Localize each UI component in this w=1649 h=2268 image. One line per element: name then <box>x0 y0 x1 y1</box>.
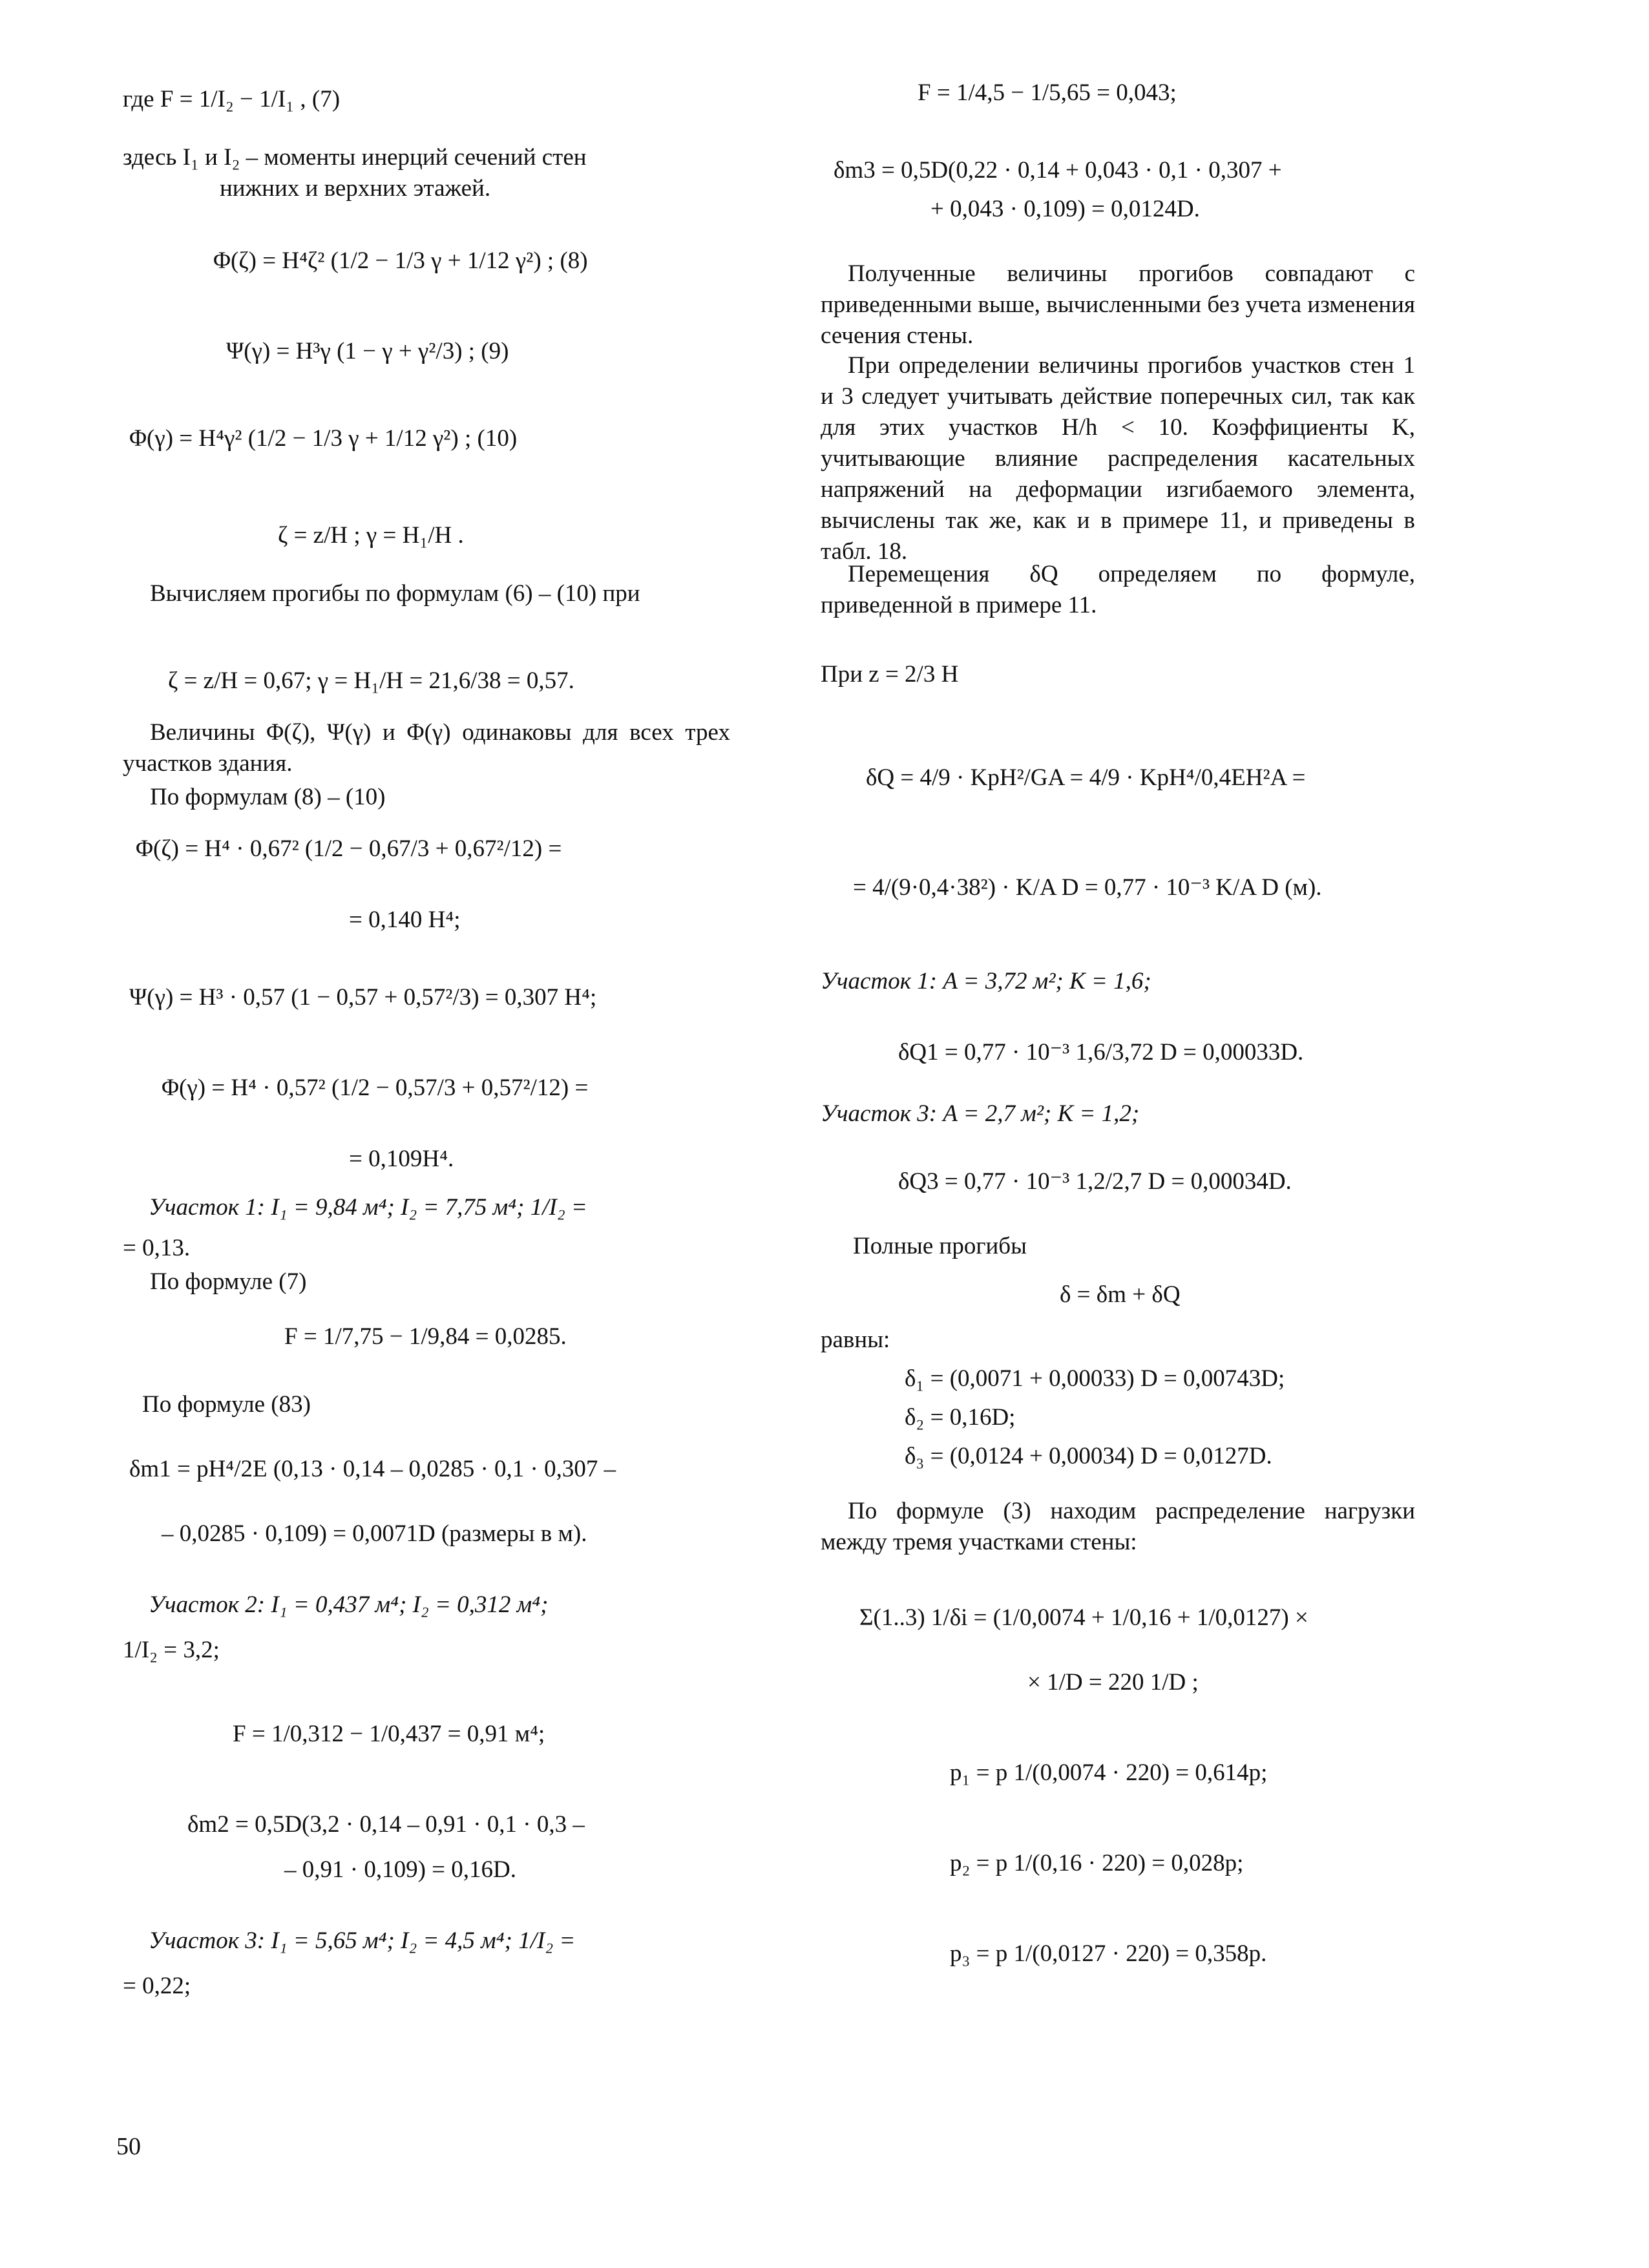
formula-dQ-cont: = 4/(9·0,4·38²) · K/A D = 0,77 · 10⁻³ K/A D (м). <box>853 874 1322 901</box>
formula-p2: p₂ = p 1/(0,16 · 220) = 0,028p; <box>950 1850 1244 1876</box>
formula-sum: Σ(1..3) 1/δi = (1/0,0074 + 1/0,16 + 1/0,0127) × <box>859 1604 1308 1631</box>
section-3-data: Участок 3: I₁ = 5,65 м⁴; I₂ = 4,5 м⁴; 1/I₂ = <box>149 1927 576 1954</box>
formula-d3: δ₃ = (0,0124 + 0,00034) D = 0,0127D. <box>905 1443 1272 1469</box>
formula-dm1-cont: – 0,0285 · 0,109) = 0,0071D (размеры в м). <box>162 1520 587 1547</box>
formula-p3: p₃ = p 1/(0,0127 · 220) = 0,358p. <box>950 1940 1267 1967</box>
formula-sum-cont: × 1/D = 220 1/D ; <box>1027 1669 1199 1696</box>
formula-7: где F = 1/I₂ − 1/I₁ , (7) <box>123 86 341 112</box>
section-2-data: Участок 2: I₁ = 0,437 м⁴; I₂ = 0,312 м⁴; <box>149 1591 549 1618</box>
text-line: нижних и верхних этажей. <box>220 175 491 202</box>
text-line: По формуле (7) <box>150 1268 307 1295</box>
formula-dQ3: δQ3 = 0,77 · 10⁻³ 1,2/2,7 D = 0,00034D. <box>898 1168 1292 1195</box>
formula-total: δ = δm + δQ <box>1060 1281 1181 1308</box>
formula-dQ1: δQ1 = 0,77 · 10⁻³ 1,6/3,72 D = 0,00033D. <box>898 1039 1304 1066</box>
formula-8: Φ(ζ) = H⁴ζ² (1/2 − 1/3 γ + 1/12 γ²) ; (8) <box>213 247 588 274</box>
paragraph: По формуле (3) находим распределение нагрузки между тремя участками стены: <box>821 1498 1415 1555</box>
text-line: = 0,22; <box>123 1973 191 1999</box>
paragraph: Вычисляем прогибы по формулам (6) – (10) при <box>150 580 640 607</box>
paragraph: Полученные величины прогибов совпадают с приведенными выше, вычисленными без учета изменения сечения стены. <box>821 260 1415 349</box>
formula-phi-gamma: Φ(γ) = H⁴ · 0,57² (1/2 − 0,57/3 + 0,57²/12) = <box>162 1075 589 1101</box>
section-3-data: Участок 3: A = 2,7 м²; K = 1,2; <box>821 1100 1140 1127</box>
text-line: По формуле (83) <box>142 1391 311 1418</box>
formula-result: = 0,140 H⁴; <box>349 907 461 933</box>
formula: 1/I₂ = 3,2; <box>123 1637 220 1663</box>
formula-z: При z = 2/3 H <box>821 661 959 688</box>
formula-dm2-cont: – 0,91 · 0,109) = 0,16D. <box>284 1856 516 1883</box>
formula-values: ζ = z/H = 0,67; γ = H₁/H = 21,6/38 = 0,57. <box>168 667 574 694</box>
formula-dm3: δm3 = 0,5D(0,22 · 0,14 + 0,043 · 0,1 · 0,307 + <box>834 157 1282 184</box>
formula-d2: δ₂ = 0,16D; <box>905 1404 1016 1431</box>
formula-p1: p₁ = p 1/(0,0074 · 220) = 0,614p; <box>950 1759 1268 1786</box>
formula-dm2: δm2 = 0,5D(3,2 · 0,14 – 0,91 · 0,1 · 0,3 – <box>187 1811 585 1838</box>
paragraph: Перемещения δQ определяем по формуле, приведенной в примере 11. <box>821 561 1415 618</box>
formula-dm1: δm1 = pH⁴/2E (0,13 · 0,14 – 0,0285 · 0,1 · 0,307 – <box>129 1456 616 1482</box>
formula-F1: F = 1/7,75 − 1/9,84 = 0,0285. <box>284 1323 567 1350</box>
formula-zeta-gamma: ζ = z/H ; γ = H₁/H . <box>278 522 464 549</box>
formula-dQ: δQ = 4/9 · KpH²/GA = 4/9 · KpH⁴/0,4EH²A = <box>866 764 1306 791</box>
formula-10: Φ(γ) = H⁴γ² (1/2 − 1/3 γ + 1/12 γ²) ; (10) <box>129 425 518 452</box>
text-line: = 0,13. <box>123 1235 191 1261</box>
formula-result: = 0,109H⁴. <box>349 1146 454 1172</box>
text-line: равны: <box>821 1327 890 1353</box>
formula-F3: F = 1/4,5 − 1/5,65 = 0,043; <box>918 79 1177 106</box>
section-1-data: Участок 1: I₁ = 9,84 м⁴; I₂ = 7,75 м⁴; 1/I₂ = <box>149 1194 587 1221</box>
formula-phi-zeta: Φ(ζ) = H⁴ · 0,67² (1/2 − 0,67/3 + 0,67²/12) = <box>136 835 562 862</box>
text-line: Полные прогибы <box>853 1233 1027 1259</box>
formula-F2: F = 1/0,312 − 1/0,437 = 0,91 м⁴; <box>233 1721 545 1747</box>
text-line: здесь I₁ и I₂ – моменты инерций сечений стен <box>123 144 587 171</box>
formula-dm3-cont: + 0,043 · 0,109) = 0,0124D. <box>930 196 1200 222</box>
paragraph: Величины Φ(ζ), Ψ(γ) и Φ(γ) одинаковы для всех трех участков здания. <box>123 719 730 777</box>
formula-d1: δ₁ = (0,0071 + 0,00033) D = 0,00743D; <box>905 1365 1285 1392</box>
paragraph: При определении величины прогибов участков стен 1 и 3 следует учитывать действие поперечных сил, так как для этих участков H/h < 10. Коэффициенты K, учитывающие влияние распределения касательных напряжений на деформации изгибаемого элемента, вычислены так же, как и в примере 11, и приведены в табл. 18. <box>821 352 1415 565</box>
section-1-data: Участок 1: A = 3,72 м²; K = 1,6; <box>821 968 1151 994</box>
formula-9: Ψ(γ) = H³γ (1 − γ + γ²/3) ; (9) <box>226 338 509 364</box>
page-number: 50 <box>116 2133 141 2160</box>
formula-psi: Ψ(γ) = H³ · 0,57 (1 − 0,57 + 0,57²/3) = 0,307 H⁴; <box>129 984 597 1011</box>
text-line: По формулам (8) – (10) <box>150 784 386 810</box>
